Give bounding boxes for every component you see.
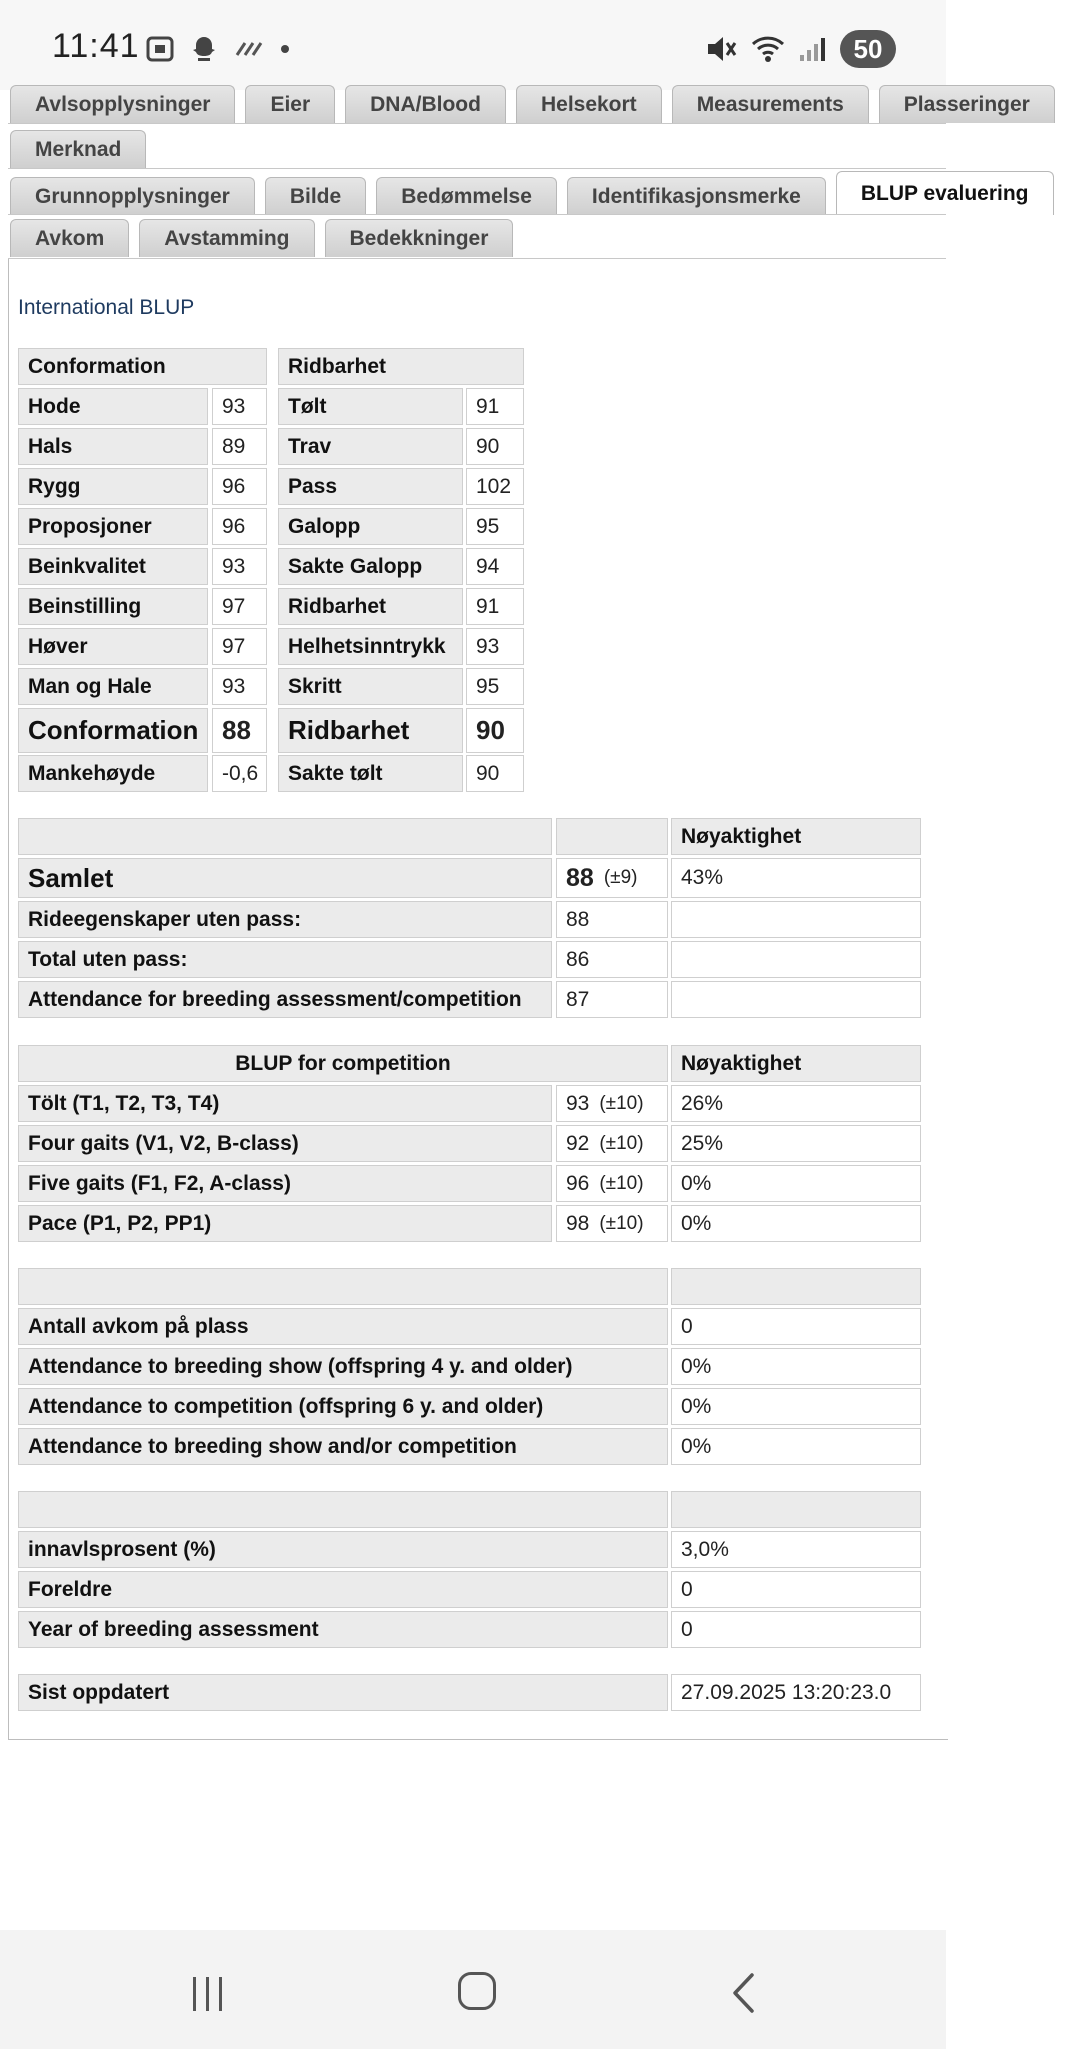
tab-plasseringer[interactable]: Plasseringer (879, 85, 1055, 123)
tab-dna-blood[interactable]: DNA/Blood (345, 85, 506, 123)
updated-value: 27.09.2025 13:20:23.0 (671, 1674, 921, 1711)
competition-value-cell (556, 1125, 668, 1162)
tab-blup-evaluering[interactable]: BLUP evaluering (836, 171, 1054, 215)
conf-label: Rygg (18, 468, 208, 505)
inbreeding-header-empty (18, 1491, 668, 1528)
tab-row-1 (10, 85, 1065, 123)
rid-label: Pass (278, 468, 463, 505)
conf-extra-label: Mankehøyde (18, 755, 208, 792)
conf-label: Proposjoner (18, 508, 208, 545)
conf-value: 89 (212, 428, 267, 465)
competition-value: 96 (566, 1171, 590, 1195)
samlet-value-cell (556, 858, 668, 898)
rid-extra-label: Sakte tølt (278, 755, 463, 792)
samlet-label: Samlet (18, 858, 552, 898)
inbreeding-header-value-empty (671, 1491, 921, 1528)
screenshot-icon (145, 35, 175, 63)
status-bar (0, 0, 946, 90)
inbreeding-value: 0 (671, 1571, 921, 1608)
competition-value: 92 (566, 1131, 590, 1155)
tab-avkom[interactable]: Avkom (10, 219, 129, 257)
conf-label: Beinkvalitet (18, 548, 208, 585)
rid-extra-value: 90 (466, 755, 524, 792)
offspring-value: 0 (671, 1308, 921, 1345)
conf-value: 96 (212, 468, 267, 505)
conformation-header: Conformation (18, 348, 267, 385)
offspring-label: Attendance to competition (offspring 6 y. and older) (18, 1388, 668, 1425)
tab-row-3 (10, 171, 1064, 215)
conf-label: Høver (18, 628, 208, 665)
tab-row-2 (10, 130, 156, 168)
summary-value: 86 (556, 941, 668, 978)
competition-acc-header: Nøyaktighet (671, 1045, 921, 1082)
rid-label: Helhetsinntrykk (278, 628, 463, 665)
tab-bilde[interactable]: Bilde (265, 177, 366, 215)
tab-measurements[interactable]: Measurements (672, 85, 869, 123)
competition-pm: (±10) (599, 1212, 644, 1234)
mute-icon (704, 33, 738, 65)
competition-acc: 26% (671, 1085, 921, 1122)
status-time: 11:41 (52, 27, 140, 65)
competition-label: Five gaits (F1, F2, A-class) (18, 1165, 552, 1202)
rid-label: Ridbarhet (278, 588, 463, 625)
rid-value: 95 (466, 508, 524, 545)
conf-extra-value: -0,6 (212, 755, 267, 792)
snapchat-icon (189, 34, 219, 64)
tab-eier[interactable]: Eier (245, 85, 335, 123)
offspring-value: 0% (671, 1428, 921, 1465)
conf-value: 97 (212, 588, 267, 625)
conf-value: 93 (212, 548, 267, 585)
dot-icon (279, 43, 291, 55)
rid-value: 95 (466, 668, 524, 705)
wifi-icon (750, 34, 786, 64)
signal-icon (798, 35, 828, 63)
offspring-value: 0% (671, 1348, 921, 1385)
conf-total-label: Conformation (18, 708, 208, 753)
conf-label: Man og Hale (18, 668, 208, 705)
conf-label: Hode (18, 388, 208, 425)
tab-identifikasjonsmerke[interactable]: Identifikasjonsmerke (567, 177, 826, 215)
rid-label: Sakte Galopp (278, 548, 463, 585)
offspring-value: 0% (671, 1388, 921, 1425)
ridbarhet-header: Ridbarhet (278, 348, 524, 385)
conf-label: Hals (18, 428, 208, 465)
home-icon[interactable] (458, 1972, 496, 2010)
conf-total-value: 88 (212, 708, 267, 753)
competition-value-cell (556, 1205, 668, 1242)
tab-row-4 (10, 219, 523, 257)
rid-total-label: Ridbarhet (278, 708, 463, 753)
summary-acc-empty (671, 941, 921, 978)
offspring-label: Attendance to breeding show and/or competition (18, 1428, 668, 1465)
back-icon[interactable] (730, 1972, 756, 2014)
conf-value: 97 (212, 628, 267, 665)
battery-indicator: 50 (840, 30, 896, 68)
competition-value-cell (556, 1165, 668, 1202)
rid-total-value: 90 (466, 708, 524, 753)
rid-label: Galopp (278, 508, 463, 545)
conf-value: 96 (212, 508, 267, 545)
competition-value: 93 (566, 1091, 590, 1115)
competition-label: Tölt (T1, T2, T3, T4) (18, 1085, 552, 1122)
summary-acc-empty (671, 981, 921, 1018)
samlet-value: 88 (566, 863, 594, 892)
summary-label: Rideegenskaper uten pass: (18, 901, 552, 938)
updated-label: Sist oppdatert (18, 1674, 668, 1711)
recent-apps-icon[interactable] (193, 1977, 222, 2011)
inbreeding-label: innavlsprosent (%) (18, 1531, 668, 1568)
rid-value: 91 (466, 388, 524, 425)
summary-acc-empty (671, 901, 921, 938)
tab-bedommelse[interactable]: Bedømmelse (376, 177, 557, 215)
rid-label: Skritt (278, 668, 463, 705)
rid-value: 90 (466, 428, 524, 465)
conf-value: 93 (212, 668, 267, 705)
summary-header-value-empty (556, 818, 668, 855)
samlet-acc: 43% (671, 858, 921, 898)
tab-bedekkninger[interactable]: Bedekkninger (325, 219, 514, 257)
rid-label: Tølt (278, 388, 463, 425)
weather-icon (233, 37, 265, 61)
summary-label: Total uten pass: (18, 941, 552, 978)
summary-label: Attendance for breeding assessment/competition (18, 981, 552, 1018)
competition-pm: (±10) (599, 1132, 644, 1154)
rid-value: 93 (466, 628, 524, 665)
samlet-pm: (±9) (603, 867, 638, 888)
inbreeding-label: Foreldre (18, 1571, 668, 1608)
rid-label: Trav (278, 428, 463, 465)
tab-helsekort[interactable]: Helsekort (516, 85, 662, 123)
offspring-header-value-empty (671, 1268, 921, 1305)
rid-value: 91 (466, 588, 524, 625)
summary-acc-header: Nøyaktighet (671, 818, 921, 855)
tab-avlsopplysninger[interactable]: Avlsopplysninger (10, 85, 235, 123)
tab-merknad[interactable]: Merknad (10, 130, 146, 168)
offspring-label: Attendance to breeding show (offspring 4 y. and older) (18, 1348, 668, 1385)
competition-header: BLUP for competition (18, 1045, 668, 1082)
rid-value: 94 (466, 548, 524, 585)
competition-acc: 0% (671, 1165, 921, 1202)
inbreeding-label: Year of breeding assessment (18, 1611, 668, 1648)
competition-pm: (±10) (599, 1172, 644, 1194)
competition-label: Four gaits (V1, V2, B-class) (18, 1125, 552, 1162)
competition-acc: 0% (671, 1205, 921, 1242)
inbreeding-value: 0 (671, 1611, 921, 1648)
summary-header-empty (18, 818, 552, 855)
section-title: International BLUP (18, 296, 195, 319)
conf-label: Beinstilling (18, 588, 208, 625)
competition-value: 98 (566, 1211, 590, 1235)
competition-pm: (±10) (599, 1092, 644, 1114)
tab-grunnopplysninger[interactable]: Grunnopplysninger (10, 177, 255, 215)
summary-value: 88 (556, 901, 668, 938)
competition-value-cell (556, 1085, 668, 1122)
tab-avstamming[interactable]: Avstamming (139, 219, 314, 257)
inbreeding-value: 3,0% (671, 1531, 921, 1568)
summary-value: 87 (556, 981, 668, 1018)
offspring-header-empty (18, 1268, 668, 1305)
competition-label: Pace (P1, P2, PP1) (18, 1205, 552, 1242)
competition-acc: 25% (671, 1125, 921, 1162)
conf-value: 93 (212, 388, 267, 425)
rid-value: 102 (466, 468, 524, 505)
offspring-label: Antall avkom på plass (18, 1308, 668, 1345)
